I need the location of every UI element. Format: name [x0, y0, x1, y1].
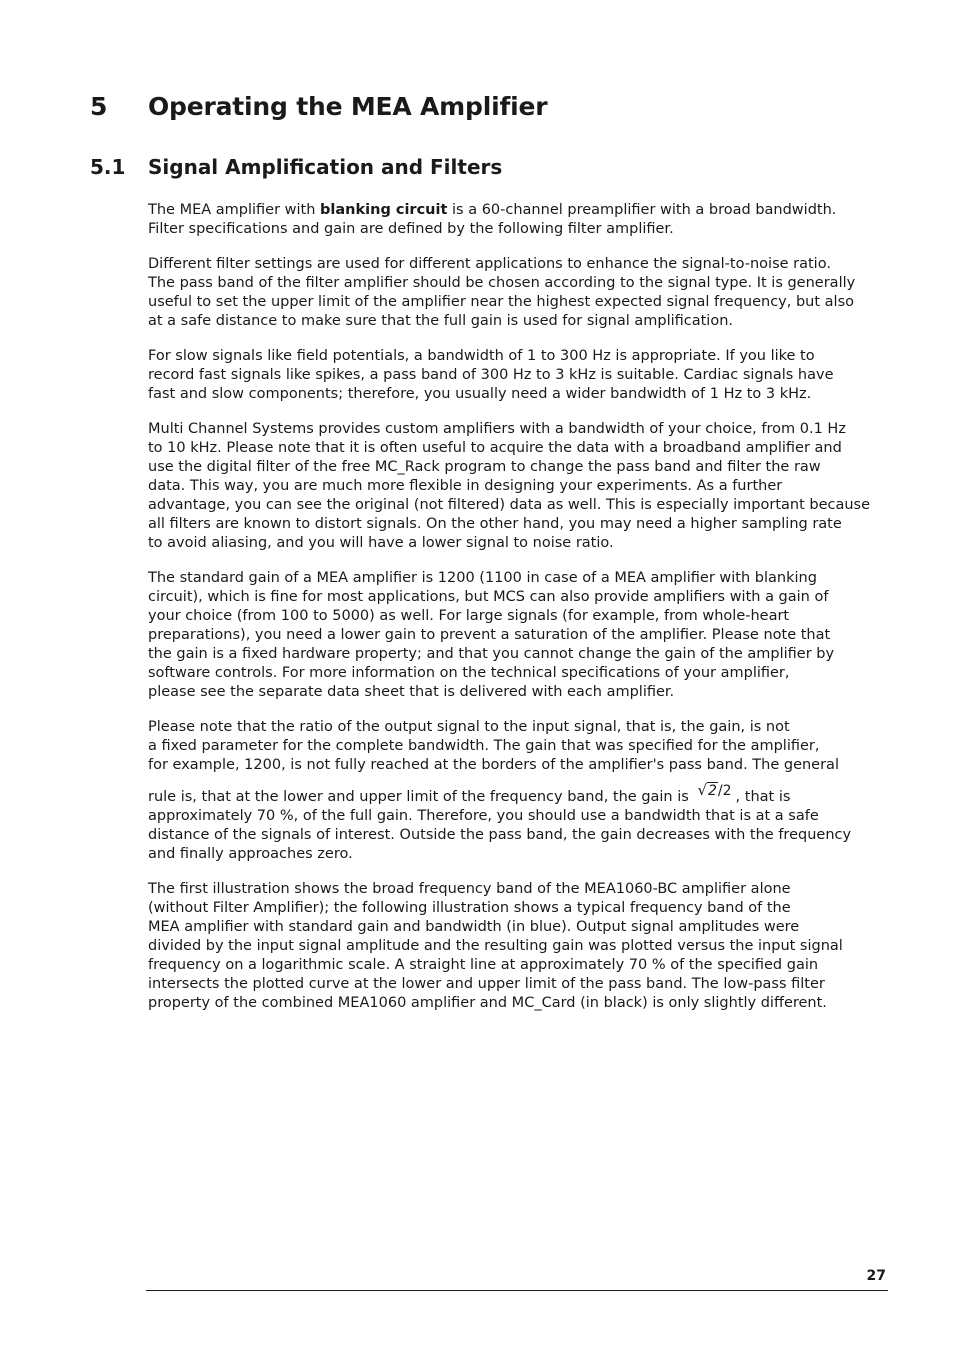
section-number: 5.1 — [90, 155, 126, 179]
paragraph-filter-settings — [148, 255, 886, 331]
text-line: useful to set the upper limit of the amplifier near the highest expected signal frequency, but also — [148, 294, 855, 310]
paragraph-bandwidth — [148, 347, 886, 404]
text-line: to 10 kHz. Please note that it is often useful to acquire the data with a broadband amplifier and — [148, 440, 842, 456]
text-line: software controls. For more information on the technical specifications of your amplifier, — [148, 665, 790, 681]
section-heading — [90, 155, 502, 179]
text-line: your choice (from 100 to 5000) as well. For large signals (for example, from whole-heart — [148, 608, 790, 624]
text-line: advantage, you can see the original (not filtered) data as well. This is especially important because — [148, 497, 871, 513]
text-line: Different filter settings are used for different applications to enhance the signal-to-noise ratio. — [148, 256, 831, 272]
paragraph-custom-amplifiers — [148, 420, 886, 553]
text-line: frequency on a logarithmic scale. A straight line at approximately 70 % of the specified gain — [148, 957, 819, 973]
text-line: The first illustration shows the broad frequency band of the MEA1060-BC amplifier alone — [148, 881, 791, 897]
text-line: Filter specifications and gain are defined by the following filter amplifier. — [148, 221, 674, 237]
radicand: 2 — [708, 783, 717, 799]
text-line: The pass band of the filter amplifier should be chosen according to the signal type. It is generally — [148, 275, 856, 291]
paragraph-intro — [148, 201, 886, 239]
page-number: 27 — [866, 1268, 886, 1284]
text-line — [148, 201, 886, 220]
denominator: /2 — [717, 783, 732, 799]
text-run: rule is, that at the lower and upper limit of the frequency band, the gain is — [148, 789, 694, 805]
text-line: The standard gain of a MEA amplifier is 1200 (1100 in case of a MEA amplifier with blanking — [148, 570, 817, 586]
text-line: please see the separate data sheet that is delivered with each amplifier. — [148, 684, 675, 700]
text-line: record fast signals like spikes, a pass band of 300 Hz to 3 kHz is suitable. Cardiac signals have — [148, 367, 834, 383]
chapter-number: 5 — [90, 92, 108, 121]
text-run: , that is — [735, 789, 791, 805]
body-text — [148, 201, 886, 1029]
text-line: divided by the input signal amplitude and the resulting gain was plotted versus the input signal — [148, 938, 843, 954]
text-line: (without Filter Amplifier); the following illustration shows a typical frequency band of the — [148, 900, 791, 916]
text-line: MEA amplifier with standard gain and bandwidth (in blue). Output signal amplitudes were — [148, 919, 800, 935]
chapter-heading — [90, 92, 547, 121]
text-line: the gain is a fixed hardware property; and that you cannot change the gain of the amplifier by — [148, 646, 835, 662]
text-line: Multi Channel Systems provides custom amplifiers with a bandwidth of your choice, from 0.1 Hz — [148, 421, 846, 437]
text-line: preparations), you need a lower gain to prevent a saturation of the amplifier. Please note that — [148, 627, 831, 643]
text-line: Please note that the ratio of the output signal to the input signal, that is, the gain, is not — [148, 719, 790, 735]
text-line: data. This way, you are much more flexible in designing your experiments. As a further — [148, 478, 783, 494]
text-line: for example, 1200, is not fully reached at the borders of the amplifier's pass band. The general — [148, 757, 839, 773]
text-line: and finally approaches zero. — [148, 846, 353, 862]
text-line: use the digital filter of the free MC_Rack program to change the pass band and filter the raw — [148, 459, 821, 475]
section-title: Signal Amplification and Filters — [148, 155, 503, 179]
paragraph-illustration — [148, 880, 886, 1013]
text-line: approximately 70 %, of the full gain. Therefore, you should use a bandwidth that is at a safe — [148, 808, 819, 824]
formula-line — [148, 781, 886, 807]
radical-sign: √ — [697, 781, 707, 799]
text-line: For slow signals like field potentials, a bandwidth of 1 to 300 Hz is appropriate. If you like to — [148, 348, 815, 364]
text-line: at a safe distance to make sure that the full gain is used for signal amplification. — [148, 313, 734, 329]
text-line: to avoid aliasing, and you will have a lower signal to noise ratio. — [148, 535, 614, 551]
text-line: circuit), which is fine for most applications, but MCS can also provide amplifiers with a gain of — [148, 589, 829, 605]
text-line: a fixed parameter for the complete bandwidth. The gain that was specified for the amplifier, — [148, 738, 820, 754]
paragraph-gain-ratio — [148, 718, 886, 864]
text-line: fast and slow components; therefore, you usually need a wider bandwidth of 1 Hz to 3 kHz. — [148, 386, 812, 402]
text-line: all filters are known to distort signals. On the other hand, you may need a higher sampling rate — [148, 516, 842, 532]
text-line: intersects the plotted curve at the lower and upper limit of the pass band. The low-pass filter — [148, 976, 825, 992]
sqrt-formula — [697, 783, 731, 798]
chapter-title: Operating the MEA Amplifier — [148, 92, 548, 121]
footer-rule — [146, 1290, 888, 1291]
text-run: The MEA amplifier with — [148, 202, 321, 218]
paragraph-gain — [148, 569, 886, 702]
text-run: is a 60-channel preamplifier with a broad bandwidth. — [447, 202, 837, 218]
text-line: property of the combined MEA1060 amplifier and MC_Card (in black) is only slightly different. — [148, 995, 827, 1011]
text-line: distance of the signals of interest. Outside the pass band, the gain decreases with the frequency — [148, 827, 852, 843]
bold-term: blanking circuit — [320, 202, 448, 218]
